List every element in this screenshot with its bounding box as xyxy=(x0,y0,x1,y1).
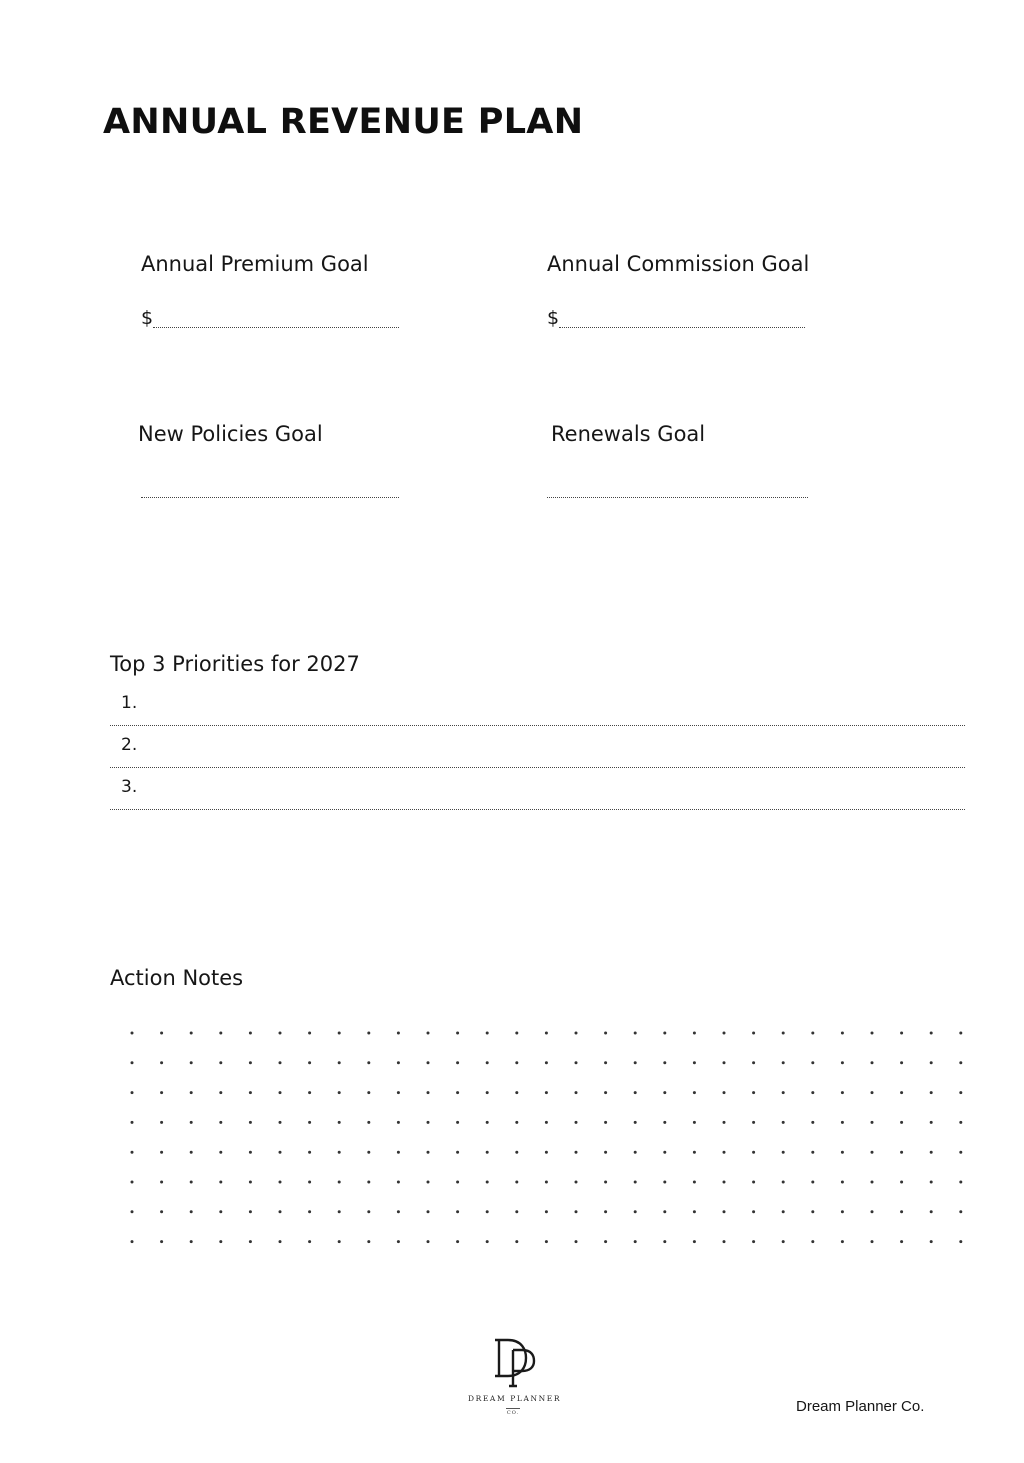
grid-dot xyxy=(427,1181,430,1184)
grid-dot xyxy=(397,1091,400,1094)
grid-dot xyxy=(575,1210,578,1213)
renewals-goal-field[interactable] xyxy=(547,472,808,500)
new-policies-goal-field[interactable] xyxy=(141,472,399,500)
grid-dot xyxy=(723,1091,726,1094)
grid-dot xyxy=(634,1240,637,1243)
grid-dot xyxy=(871,1210,874,1213)
grid-dot xyxy=(279,1091,282,1094)
grid-dot xyxy=(486,1091,489,1094)
grid-dot xyxy=(131,1091,134,1094)
grid-dot xyxy=(308,1061,311,1064)
grid-dot xyxy=(308,1240,311,1243)
grid-dot xyxy=(131,1210,134,1213)
grid-dot xyxy=(427,1032,430,1035)
grid-dot xyxy=(604,1061,607,1064)
grid-dot xyxy=(900,1181,903,1184)
grid-dot xyxy=(190,1181,193,1184)
grid-dot xyxy=(338,1032,341,1035)
grid-dot xyxy=(752,1061,755,1064)
grid-dot xyxy=(190,1091,193,1094)
grid-dot xyxy=(515,1240,518,1243)
grid-dot xyxy=(723,1032,726,1035)
commission-goal-field[interactable] xyxy=(547,302,805,330)
grid-dot xyxy=(427,1091,430,1094)
grid-dot xyxy=(841,1121,844,1124)
grid-dot xyxy=(367,1181,370,1184)
grid-dot xyxy=(575,1181,578,1184)
grid-dot xyxy=(308,1032,311,1035)
grid-dot xyxy=(486,1061,489,1064)
grid-dot xyxy=(219,1210,222,1213)
grid-dot xyxy=(219,1151,222,1154)
grid-dot xyxy=(900,1210,903,1213)
grid-dot xyxy=(545,1210,548,1213)
grid-dot xyxy=(871,1121,874,1124)
grid-dot xyxy=(841,1091,844,1094)
grid-dot xyxy=(782,1121,785,1124)
grid-dot xyxy=(723,1061,726,1064)
grid-dot xyxy=(841,1210,844,1213)
grid-dot xyxy=(841,1240,844,1243)
grid-dot xyxy=(367,1061,370,1064)
grid-dot xyxy=(338,1061,341,1064)
priority-number: 3. xyxy=(121,777,138,797)
grid-dot xyxy=(841,1181,844,1184)
action-notes-heading: Action Notes xyxy=(110,966,244,990)
grid-dot xyxy=(930,1121,933,1124)
grid-dot xyxy=(723,1240,726,1243)
grid-dot xyxy=(190,1210,193,1213)
grid-dot xyxy=(723,1210,726,1213)
dp-monogram-icon xyxy=(468,1336,558,1390)
grid-dot xyxy=(959,1240,962,1243)
priorities-heading: Top 3 Priorities for 2027 xyxy=(110,652,360,676)
grid-dot xyxy=(367,1091,370,1094)
grid-dot xyxy=(515,1210,518,1213)
grid-dot xyxy=(486,1181,489,1184)
grid-dot xyxy=(367,1032,370,1035)
grid-dot xyxy=(427,1210,430,1213)
grid-dot xyxy=(279,1151,282,1154)
new-policies-goal-label: New Policies Goal xyxy=(138,422,323,446)
grid-dot xyxy=(190,1121,193,1124)
grid-dot xyxy=(900,1032,903,1035)
grid-dot xyxy=(723,1181,726,1184)
grid-dot xyxy=(811,1240,814,1243)
grid-dot xyxy=(545,1091,548,1094)
grid-dot xyxy=(279,1181,282,1184)
grid-dot xyxy=(397,1151,400,1154)
grid-dot xyxy=(811,1032,814,1035)
grid-dot xyxy=(545,1032,548,1035)
grid-dot xyxy=(752,1091,755,1094)
grid-dot xyxy=(752,1151,755,1154)
grid-dot xyxy=(397,1181,400,1184)
grid-dot xyxy=(308,1181,311,1184)
grid-dot xyxy=(190,1061,193,1064)
dream-planner-logo xyxy=(468,1336,562,1416)
grid-dot xyxy=(811,1121,814,1124)
grid-dot xyxy=(634,1032,637,1035)
grid-dot xyxy=(131,1061,134,1064)
grid-dot xyxy=(160,1151,163,1154)
logo-sub-wordmark: CO. xyxy=(506,1410,520,1416)
grid-dot xyxy=(663,1210,666,1213)
grid-dot xyxy=(693,1210,696,1213)
grid-dot xyxy=(782,1032,785,1035)
grid-dot xyxy=(575,1121,578,1124)
logo-rule xyxy=(506,1408,520,1409)
grid-dot xyxy=(190,1240,193,1243)
grid-dot xyxy=(604,1121,607,1124)
grid-dot xyxy=(752,1121,755,1124)
grid-dot xyxy=(900,1061,903,1064)
premium-goal-line xyxy=(153,327,399,328)
grid-dot xyxy=(219,1181,222,1184)
grid-dot xyxy=(190,1151,193,1154)
grid-dot xyxy=(871,1240,874,1243)
grid-dot xyxy=(604,1091,607,1094)
grid-dot xyxy=(634,1061,637,1064)
grid-dot xyxy=(663,1091,666,1094)
currency-symbol: $ xyxy=(547,307,560,329)
grid-dot xyxy=(663,1181,666,1184)
page-title: ANNUAL REVENUE PLAN xyxy=(103,102,584,142)
grid-dot xyxy=(338,1240,341,1243)
grid-dot xyxy=(930,1091,933,1094)
grid-dot xyxy=(782,1151,785,1154)
grid-dot xyxy=(486,1210,489,1213)
grid-dot xyxy=(515,1032,518,1035)
grid-dot xyxy=(782,1181,785,1184)
grid-dot xyxy=(693,1240,696,1243)
commission-goal-label: Annual Commission Goal xyxy=(547,252,810,276)
grid-dot xyxy=(456,1240,459,1243)
grid-dot xyxy=(959,1091,962,1094)
grid-dot xyxy=(959,1210,962,1213)
grid-dot xyxy=(486,1240,489,1243)
logo-wordmark: DREAM PLANNER xyxy=(468,1394,562,1403)
grid-dot xyxy=(959,1181,962,1184)
grid-dot xyxy=(397,1121,400,1124)
grid-dot xyxy=(160,1240,163,1243)
grid-dot xyxy=(900,1240,903,1243)
grid-dot xyxy=(160,1121,163,1124)
grid-dot xyxy=(634,1091,637,1094)
grid-dot xyxy=(338,1151,341,1154)
grid-dot xyxy=(693,1121,696,1124)
grid-dot xyxy=(663,1240,666,1243)
grid-dot xyxy=(397,1240,400,1243)
grid-dot xyxy=(456,1121,459,1124)
grid-dot xyxy=(397,1210,400,1213)
grid-dot xyxy=(841,1151,844,1154)
grid-dot xyxy=(634,1181,637,1184)
grid-dot xyxy=(456,1091,459,1094)
grid-dot xyxy=(575,1032,578,1035)
grid-dot xyxy=(456,1061,459,1064)
grid-dot xyxy=(456,1151,459,1154)
grid-dot xyxy=(456,1032,459,1035)
footer-brand: Dream Planner Co. xyxy=(796,1398,925,1415)
grid-dot xyxy=(249,1210,252,1213)
grid-dot xyxy=(131,1181,134,1184)
grid-dot xyxy=(575,1151,578,1154)
grid-dot xyxy=(515,1151,518,1154)
grid-dot xyxy=(663,1032,666,1035)
priority-row[interactable] xyxy=(110,684,965,726)
grid-dot xyxy=(663,1121,666,1124)
grid-dot xyxy=(160,1091,163,1094)
grid-dot xyxy=(545,1181,548,1184)
grid-dot xyxy=(308,1151,311,1154)
grid-dot xyxy=(752,1210,755,1213)
grid-dot xyxy=(249,1091,252,1094)
premium-goal-label: Annual Premium Goal xyxy=(141,252,369,276)
grid-dot xyxy=(575,1240,578,1243)
grid-dot xyxy=(604,1032,607,1035)
grid-dot xyxy=(545,1151,548,1154)
grid-dot xyxy=(160,1210,163,1213)
grid-dot xyxy=(841,1061,844,1064)
grid-dot xyxy=(160,1181,163,1184)
grid-dot xyxy=(930,1061,933,1064)
grid-dot xyxy=(900,1121,903,1124)
grid-dot xyxy=(545,1061,548,1064)
grid-dot xyxy=(634,1121,637,1124)
grid-dot xyxy=(397,1032,400,1035)
grid-dot xyxy=(486,1032,489,1035)
grid-dot xyxy=(515,1061,518,1064)
grid-dot xyxy=(131,1032,134,1035)
grid-dot xyxy=(308,1121,311,1124)
grid-dot xyxy=(308,1210,311,1213)
grid-dot xyxy=(811,1210,814,1213)
grid-dot xyxy=(604,1240,607,1243)
grid-dot xyxy=(249,1032,252,1035)
grid-dot xyxy=(811,1061,814,1064)
grid-dot xyxy=(249,1121,252,1124)
grid-dot xyxy=(693,1181,696,1184)
grid-dot xyxy=(367,1210,370,1213)
grid-dot xyxy=(604,1151,607,1154)
grid-dot xyxy=(752,1240,755,1243)
grid-dot xyxy=(397,1061,400,1064)
grid-dot xyxy=(427,1121,430,1124)
grid-dot xyxy=(930,1032,933,1035)
grid-dot xyxy=(338,1210,341,1213)
grid-dot xyxy=(545,1121,548,1124)
grid-dot xyxy=(871,1151,874,1154)
grid-dot xyxy=(249,1181,252,1184)
grid-dot xyxy=(959,1151,962,1154)
premium-goal-field[interactable] xyxy=(141,302,399,330)
grid-dot xyxy=(279,1061,282,1064)
dot-grid-notes-area[interactable] xyxy=(127,1029,972,1249)
grid-dot xyxy=(486,1121,489,1124)
grid-dot xyxy=(219,1091,222,1094)
grid-dot xyxy=(367,1121,370,1124)
grid-dot xyxy=(782,1091,785,1094)
grid-dot xyxy=(959,1032,962,1035)
grid-dot xyxy=(930,1240,933,1243)
grid-dot xyxy=(131,1240,134,1243)
grid-dot xyxy=(871,1061,874,1064)
grid-dot xyxy=(279,1210,282,1213)
grid-dot xyxy=(427,1061,430,1064)
grid-dot xyxy=(752,1032,755,1035)
grid-dot xyxy=(279,1121,282,1124)
grid-dot xyxy=(456,1181,459,1184)
grid-dot xyxy=(279,1032,282,1035)
grid-dot xyxy=(338,1091,341,1094)
grid-dot xyxy=(693,1151,696,1154)
priority-row[interactable] xyxy=(110,726,965,768)
grid-dot xyxy=(634,1151,637,1154)
grid-dot xyxy=(131,1121,134,1124)
grid-dot xyxy=(249,1061,252,1064)
grid-dot xyxy=(219,1121,222,1124)
grid-dot xyxy=(723,1151,726,1154)
grid-dot xyxy=(367,1151,370,1154)
grid-dot xyxy=(900,1091,903,1094)
currency-symbol: $ xyxy=(141,307,154,329)
priority-row[interactable] xyxy=(110,768,965,810)
grid-dot xyxy=(545,1240,548,1243)
grid-dot xyxy=(427,1240,430,1243)
grid-dot xyxy=(693,1032,696,1035)
grid-dot xyxy=(515,1181,518,1184)
grid-dot xyxy=(249,1151,252,1154)
grid-dot xyxy=(663,1151,666,1154)
grid-dot xyxy=(219,1032,222,1035)
grid-dot xyxy=(752,1181,755,1184)
renewals-goal-label: Renewals Goal xyxy=(551,422,706,446)
grid-dot xyxy=(131,1151,134,1154)
grid-dot xyxy=(900,1151,903,1154)
grid-dot xyxy=(811,1091,814,1094)
grid-dot xyxy=(871,1181,874,1184)
grid-dot xyxy=(160,1061,163,1064)
grid-dot xyxy=(575,1091,578,1094)
grid-dot xyxy=(575,1061,578,1064)
grid-dot xyxy=(367,1240,370,1243)
grid-dot xyxy=(959,1121,962,1124)
grid-dot xyxy=(723,1121,726,1124)
grid-dot xyxy=(959,1061,962,1064)
grid-dot xyxy=(338,1181,341,1184)
grid-dot xyxy=(486,1151,489,1154)
priority-number: 2. xyxy=(121,735,138,755)
grid-dot xyxy=(190,1032,193,1035)
grid-dot xyxy=(811,1181,814,1184)
grid-dot xyxy=(279,1240,282,1243)
grid-dot xyxy=(930,1210,933,1213)
grid-dot xyxy=(930,1151,933,1154)
renewals-goal-line xyxy=(547,497,808,498)
grid-dot xyxy=(515,1121,518,1124)
grid-dot xyxy=(693,1091,696,1094)
new-policies-goal-line xyxy=(141,497,399,498)
grid-dot xyxy=(604,1210,607,1213)
grid-dot xyxy=(811,1151,814,1154)
grid-dot xyxy=(219,1061,222,1064)
grid-dot xyxy=(663,1061,666,1064)
grid-dot xyxy=(160,1032,163,1035)
grid-dot xyxy=(219,1240,222,1243)
grid-dot xyxy=(634,1210,637,1213)
grid-dot xyxy=(427,1151,430,1154)
grid-dot xyxy=(871,1091,874,1094)
grid-dot xyxy=(456,1210,459,1213)
grid-dot xyxy=(308,1091,311,1094)
grid-dot xyxy=(249,1240,252,1243)
grid-dot xyxy=(515,1091,518,1094)
grid-dot xyxy=(604,1181,607,1184)
commission-goal-line xyxy=(559,327,805,328)
priority-number: 1. xyxy=(121,693,138,713)
grid-dot xyxy=(782,1210,785,1213)
grid-dot xyxy=(841,1032,844,1035)
grid-dot xyxy=(782,1061,785,1064)
grid-dot xyxy=(782,1240,785,1243)
grid-dot xyxy=(871,1032,874,1035)
grid-dot xyxy=(693,1061,696,1064)
grid-dot xyxy=(930,1181,933,1184)
grid-dot xyxy=(338,1121,341,1124)
